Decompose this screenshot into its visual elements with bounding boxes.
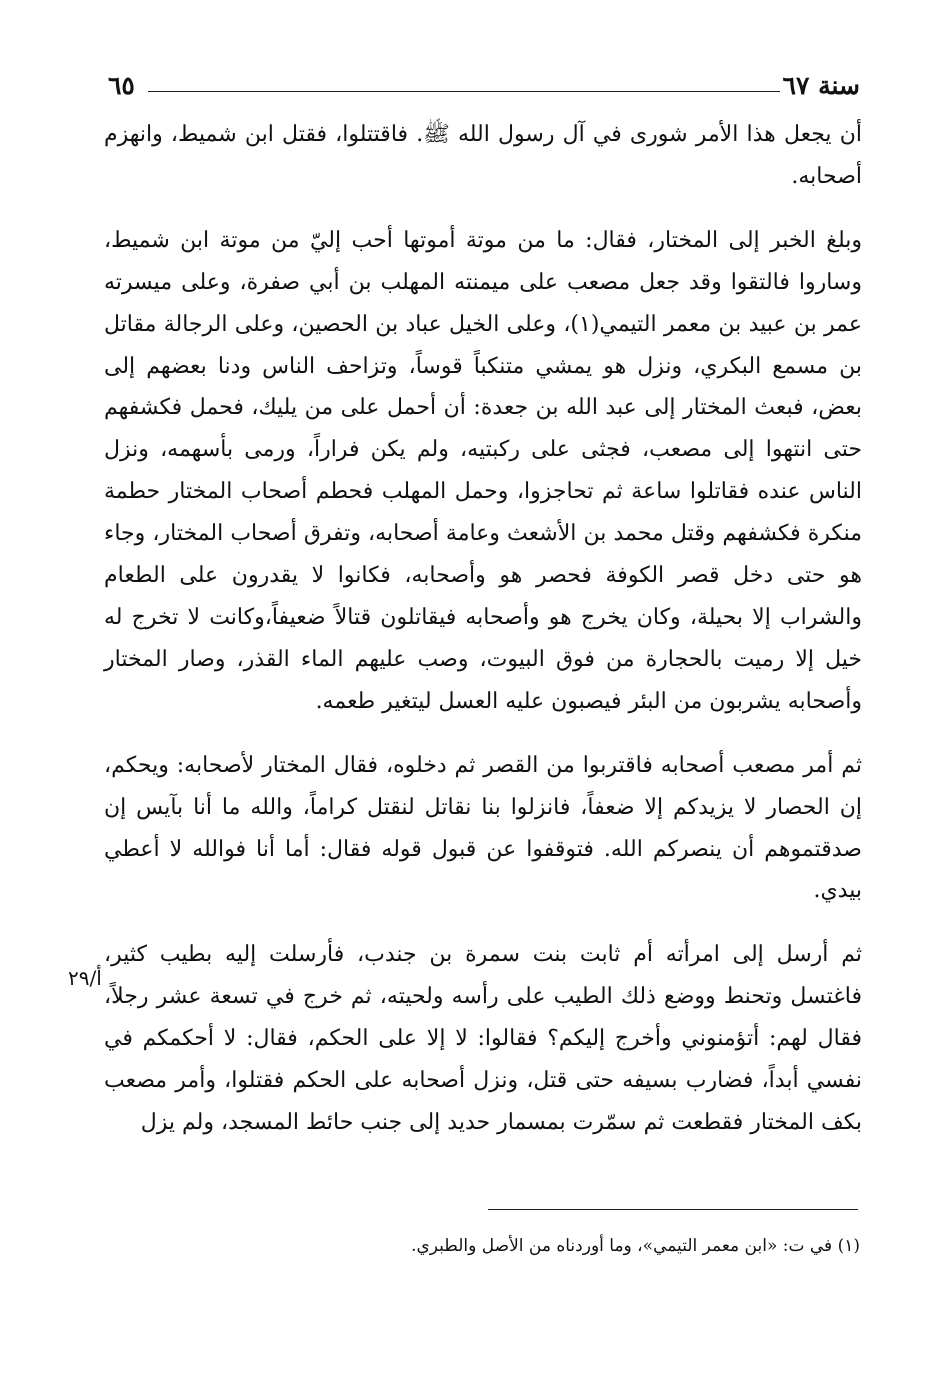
paragraph-1: أن يجعل هذا الأمر شورى في آل رسول الله ﷺ. فاقتتلوا، فقتل ابن شميط، وانهزم أصحابه.	[104, 122, 862, 189]
section-title: سنة ٦٧	[782, 71, 860, 100]
running-header	[108, 66, 860, 106]
footnote-rule	[488, 1209, 858, 1210]
page-number: ٦٥	[108, 71, 135, 100]
paragraph-3: ثم أمر مصعب أصحابه فاقتربوا من القصر ثم دخلوه، فقال المختار لأصحابه: ويحكم، إن الحصار لا يزيدكم إلا ضعفاً، فانزلوا بنا نقاتل لنقتل كراماً، والله ما أنا بآيس إن صدقتموهم أن ينصركم الله. فتوقفوا عن قبول قوله فقال: أما أنا فوالله لا أعطي بيدي.	[104, 752, 862, 904]
paragraph-2: وبلغ الخبر إلى المختار، فقال: ما من موتة أموتها أحب إليّ من موتة ابن شميط، وساروا فالتقوا وقد جعل مصعب على ميمنته المهلب بن أبي صفرة، وعلى ميسرته عمر بن عبيد بن معمر التيمي(١)، وعلى الخيل عباد بن الحصين، وعلى الرجالة مقاتل بن مسمع البكري، ونزل هو يمشي متنكباً قوساً، وتزاحف الناس ودنا بعضهم إلى بعض، فبعث المختار إلى عبد الله بن جعدة: أن أحمل على من يليك، فحمل فكشفهم حتى انتهوا إلى مصعب، فجثى على ركبتيه، ولم يكن فراراً، ورمى بأسهمه، ونزل الناس عنده فقاتلوا ساعة ثم تحاجزوا، وحمل المهلب فحطم أصحاب المختار حطمة منكرة فكشفهم وقتل محمد بن الأشعث وعامة أصحابه، وتفرق أصحاب المختار، وجاء هو حتى دخل قصر الكوفة فحصر هو وأصحابه، فكانوا لا يقدرون على الطعام والشراب إلا بحيلة، وكان يخرج هو وأصحابه فيقاتلون قتالاً ضعيفاً،وكانت لا تخرج له خيل إلا رميت بالحجارة من فوق البيوت، وصب عليهم الماء القذر، وصار المختار وأصحابه يشربون من البئر فيصبون عليه العسل ليتغير طعمه.	[104, 227, 862, 714]
manuscript-folio-note: أ/٢٩	[68, 966, 102, 990]
header-rule	[148, 91, 780, 92]
footnote: (١) في ت: «ابن معمر التيمي»، وما أوردناه من الأصل والطبري.	[411, 1236, 860, 1256]
paragraph-4: ثم أرسل إلى امرأته أم ثابت بنت سمرة بن جندب، فأرسلت إليه بطيب كثير، فاغتسل وتحنط ووضع ذلك الطيب على رأسه ولحيته، ثم خرج في تسعة عشر رجلاً، فقال لهم: أتؤمنوني وأخرج إليكم؟ فقالوا: لا إلا على الحكم، فقال: لا أحكمكم في نفسي أبداً، فضارب بسيفه حتى قتل، ونزل أصحابه على الحكم فقتلوا، وأمر مصعب بكف المختار فقطعت ثم سمّرت بمسمار حديد إلى جنب حائط المسجد، ولم يزل	[104, 942, 862, 1135]
main-text	[104, 114, 862, 1144]
